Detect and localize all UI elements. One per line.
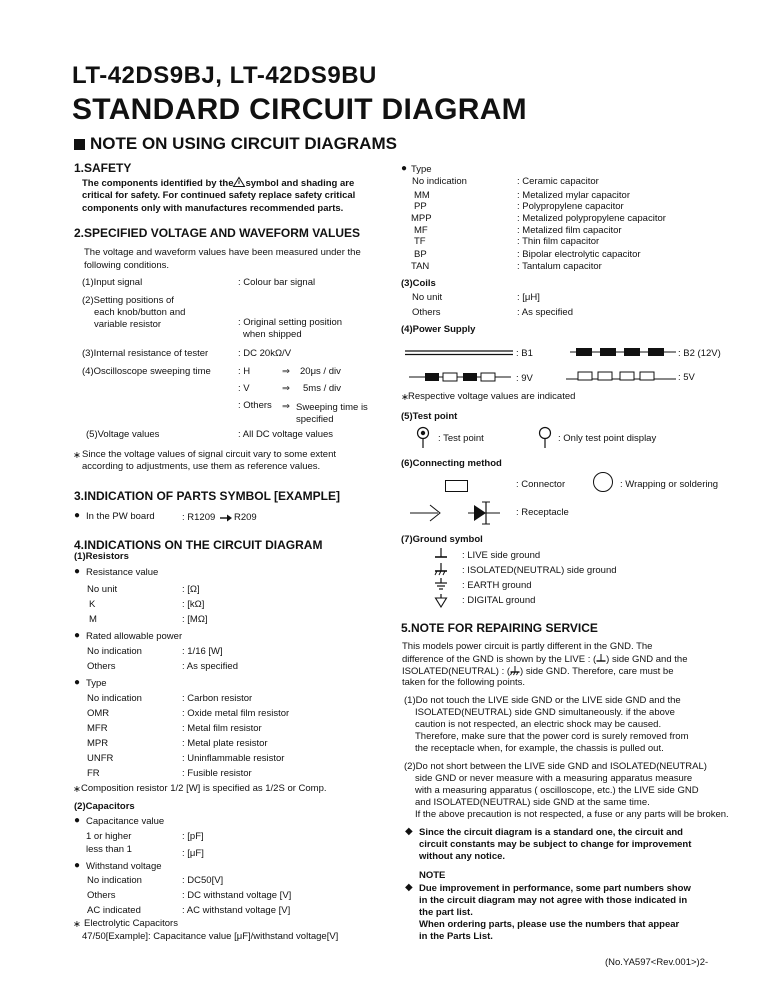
cond-setting-3: variable resistor [94,319,162,330]
composition-note: Composition resistor 1/2 [W] is specified as 1/2S or Comp. [81,783,327,794]
indications-heading: 4.INDICATIONS ON THE CIRCUIT DIAGRAM [74,538,323,552]
rv-val-2: : [MΩ] [182,614,208,625]
repair-item1-0: (1)Do not touch the LIVE side GND or the LIVE side GND and the [404,695,681,706]
page-title: STANDARD CIRCUIT DIAGRAM [72,93,527,126]
note-label: NOTE [419,870,446,881]
square-bullet-icon [74,139,85,150]
ct-val-2: : Polypropylene capacitor [517,201,624,212]
rp-val-0: : 1/16 [W] [182,646,223,657]
wv-val-0: : DC50[V] [182,875,224,886]
ground-label-0: : LIVE side ground [462,550,541,561]
rv-key-2: M [89,614,97,625]
ct-key-1: MM [414,190,430,201]
wrapping-label: : Wrapping or soldering [620,479,719,490]
coil-key-1: Others [412,307,441,318]
rv-key-1: K [89,599,96,610]
5v-label: : 5V [678,372,695,383]
coil-val-0: : [μH] [517,292,540,303]
cond-setting-1: (2)Setting positions of [82,295,174,306]
power-supply-heading: (4)Power Supply [401,324,476,335]
bullet-dot-icon: ● [74,566,81,577]
connector-icon [445,480,469,493]
cond-setting-2: each knob/button and [94,307,186,318]
live-ground-icon [434,547,448,561]
rt-key-2: MFR [87,723,108,734]
test-point-heading: (5)Test point [401,411,458,422]
rt-key-4: UNFR [87,753,114,764]
bullet-dot-icon: ● [74,677,81,688]
b2-label: : B2 (12V) [678,348,721,359]
capacitors-heading: (2)Capacitors [74,801,135,812]
cond-tester: (3)Internal resistance of tester [82,348,209,359]
cond-input-signal-value: : Colour bar signal [238,277,316,288]
osc-others-value-1: Sweeping time is [296,402,368,413]
cond-setting-value-1: : Original setting position [238,317,343,328]
rt-val-0: : Carbon resistor [182,693,253,704]
ct-key-2: PP [414,201,427,212]
page-footer: (No.YA597<Rev.001>)2- [605,957,709,968]
wv-val-2: : AC withstand voltage [V] [182,905,291,916]
repair-p1: This models power circuit is partly different in the GND. The [402,641,653,652]
resistance-value-label: Resistance value [86,567,159,578]
wrapping-circle-icon [593,472,615,494]
voltage-intro-2: following conditions. [84,260,170,271]
ct-key-6: BP [414,249,427,260]
repair-item1-3: Therefore, make sure that the power cord is surely removed from [415,731,689,742]
ct-val-4: : Metalized film capacitor [517,225,622,236]
withstand-label: Withstand voltage [86,861,162,872]
repair-item2-0: (2)Do not short between the LIVE side GND and ISOLATED(NEUTRAL) [404,761,707,772]
electrolytic-label: Electrolytic Capacitors [84,918,178,929]
disclaimer1-0: Since the circuit diagram is a standard one, the circuit and [419,827,683,838]
ct-key-0: No indication [412,176,467,187]
rv-key-0: No unit [87,584,118,595]
resistors-heading: (1)Resistors [74,551,129,562]
safety-line-2: critical for safety. For continued safety replace safety critical [82,190,356,201]
osc-h-arrow-icon: ⇒ [282,366,290,377]
b1-line-symbol [405,350,513,356]
connecting-heading: (6)Connecting method [401,458,502,469]
parts-symbol-to: R209 [234,512,257,523]
coil-val-1: : As specified [517,307,573,318]
live-ground-icon [596,653,606,663]
arrow-right-icon [220,514,232,522]
test-point-label: : Test point [438,433,484,444]
repair-item1-2: caution is not respected, an electric shock may be caused. [415,719,662,730]
cond-voltage-values-value: : All DC voltage values [238,429,334,440]
disclaimer2-0: Due improvement in performance, some part numbers show [419,883,691,894]
digital-ground-icon [434,593,448,609]
wv-val-1: : DC withstand voltage [V] [182,890,292,901]
electrolytic-example: 47/50[Example]: Capacitance value [μF]/withstand voltage[V] [82,931,339,942]
cond-tester-value: : DC 20kΩ/V [238,348,292,359]
isolated-ground-icon [434,562,448,577]
diamond-bullet-icon: ◆ [405,826,413,837]
cond-setting-value-2: when shipped [243,329,302,340]
ground-label-1: : ISOLATED(NEUTRAL) side ground [462,565,617,576]
cond-input-signal: (1)Input signal [82,277,143,288]
test-point-display-icon [538,427,554,449]
electrolytic-star: ∗ [73,919,81,930]
ct-val-1: : Metalized mylar capacitor [517,190,630,201]
repair-item1-4: the receptacle when, for example, the chassis is pulled out. [415,743,664,754]
ct-key-7: TAN [411,261,430,272]
rt-key-5: FR [87,768,100,779]
ground-label-2: : EARTH ground [462,580,532,591]
parts-symbol-label: In the PW board [86,511,155,522]
repair-item2-1: side GND or never measure with a measuring apparatus measure [415,773,693,784]
osc-others-label: : Others [238,400,272,411]
cond-oscilloscope: (4)Oscilloscope sweeping time [82,366,211,377]
repair-item1-1: ISOLATED(NEUTRAL) side GND simultaneously. if the above [415,707,675,718]
repair-heading: 5.NOTE FOR REPAIRING SERVICE [401,621,598,635]
diamond-bullet-icon: ◆ [405,882,413,893]
cv-val-0: : [pF] [182,831,204,842]
5v-line-symbol [566,371,676,381]
ct-val-0: : Ceramic capacitor [517,176,599,187]
9v-line-symbol [409,372,511,382]
isolated-ground-icon [510,665,520,676]
repair-item2-2: with a measuring apparatus ( oscilloscope, etc.) the LIVE side GND [415,785,699,796]
voltage-heading: 2.SPECIFIED VOLTAGE AND WAVEFORM VALUES [74,226,361,240]
comp-note-star: ∗ [73,784,81,795]
osc-v-arrow-icon: ⇒ [282,383,290,394]
section-note-heading: NOTE ON USING CIRCUIT DIAGRAMS [74,134,397,154]
repair-p4: taken for the following points. [402,677,526,688]
wv-key-1: Others [87,890,116,901]
rp-key-1: Others [87,661,116,672]
rt-key-0: No indication [87,693,142,704]
9v-label: : 9V [516,373,533,384]
coil-key-0: No unit [412,292,443,303]
coils-heading: (3)Coils [401,278,436,289]
repair-p3: ISOLATED(NEUTRAL) : ( ) side GND. Therefore, care must be [402,666,674,677]
test-point-icon [416,427,432,449]
disclaimer2-2: the part list. [419,907,473,918]
rt-val-3: : Metal plate resistor [182,738,268,749]
disclaimer2-1: in the circuit diagram may not agree with those indicated in [419,895,688,906]
ct-val-3: : Metalized polypropylene capacitor [517,213,666,224]
rated-power-label: Rated allowable power [86,631,183,642]
repair-item2-3: and ISOLATED(NEUTRAL) side GND at the same time. [415,797,650,808]
cv-key-0: 1 or higher [86,831,132,842]
cond-voltage-values: (5)Voltage values [86,429,160,440]
voltage-intro-1: The voltage and waveform values have been measured under the [84,247,361,258]
earth-ground-icon [434,577,448,592]
rt-key-1: OMR [87,708,110,719]
rt-key-3: MPR [87,738,109,749]
power-note-star: ∗ [401,392,409,403]
voltage-note-star: ∗ [73,450,81,461]
osc-v-label: : V [238,383,250,394]
osc-others-arrow-icon: ⇒ [282,401,290,412]
receptacle-icon [410,498,506,528]
wv-key-0: No indication [87,875,142,886]
safety-line-1: The components identified by the symbol and shading are [82,178,355,189]
rv-val-1: : [kΩ] [182,599,205,610]
b1-label: : B1 [516,348,533,359]
ct-key-3: MPP [411,213,432,224]
receptacle-label: : Receptacle [516,507,569,518]
safety-heading: 1.SAFETY [74,161,132,175]
wv-key-2: AC indicated [87,905,141,916]
bullet-dot-icon: ● [74,815,81,826]
rt-val-4: : Uninflammable resistor [182,753,285,764]
connector-label: : Connector [516,479,566,490]
ground-label-3: : DIGITAL ground [462,595,536,606]
test-point-display-label: : Only test point display [558,433,657,444]
ct-val-5: : Thin film capacitor [517,236,600,247]
bullet-dot-icon: ● [74,860,81,871]
repair-item2-4: If the above precaution is not respected, a fuse or any parts will be broken. [415,809,729,820]
rv-val-0: : [Ω] [182,584,200,595]
ct-val-6: : Bipolar electrolytic capacitor [517,249,641,260]
bullet-dot-icon: ● [74,630,81,641]
disclaimer2-4: in the Parts List. [419,931,493,942]
osc-v-value: 5ms / div [303,383,342,394]
cap-type-label: Type [411,164,432,175]
disclaimer2-3: When ordering parts, please use the numbers that appear [419,919,680,930]
voltage-note-1: Since the voltage values of signal circuit vary to some extent [82,449,336,460]
bullet-dot-icon: ● [74,510,81,521]
ct-key-4: MF [414,225,428,236]
power-note: Respective voltage values are indicated [408,391,576,402]
safety-line-3: components only with manufactures recommended parts. [82,203,344,214]
parts-symbol-heading: 3.INDICATION OF PARTS SYMBOL [EXAMPLE] [74,489,341,503]
rt-val-5: : Fusible resistor [182,768,252,779]
rp-val-1: : As specified [182,661,238,672]
repair-p2: difference of the GND is shown by the LIVE : ( ) side GND and the [402,654,688,665]
cap-value-label: Capacitance value [86,816,165,827]
disclaimer1-1: circuit constants may be subject to change for improvement [419,839,692,850]
parts-symbol-from: : R1209 [182,512,216,523]
ct-key-5: TF [414,236,426,247]
ct-val-7: : Tantalum capacitor [517,261,602,272]
osc-others-value-2: specified [296,414,334,425]
warning-triangle-icon [233,177,245,187]
model-title: LT-42DS9BJ, LT-42DS9BU [72,62,377,89]
voltage-note-2: according to adjustments, use them as reference values. [82,461,321,472]
disclaimer1-2: without any notice. [419,851,506,862]
cv-val-1: : [μF] [182,848,204,859]
osc-h-value: 20μs / div [300,366,341,377]
bullet-dot-icon: ● [401,163,408,174]
b2-line-symbol [570,347,676,357]
osc-h-label: : H [238,366,251,377]
cv-key-1: less than 1 [86,844,132,855]
rt-val-2: : Metal film resistor [182,723,262,734]
resistor-type-label: Type [86,678,107,689]
ground-heading: (7)Ground symbol [401,534,483,545]
rp-key-0: No indication [87,646,142,657]
rt-val-1: : Oxide metal film resistor [182,708,290,719]
